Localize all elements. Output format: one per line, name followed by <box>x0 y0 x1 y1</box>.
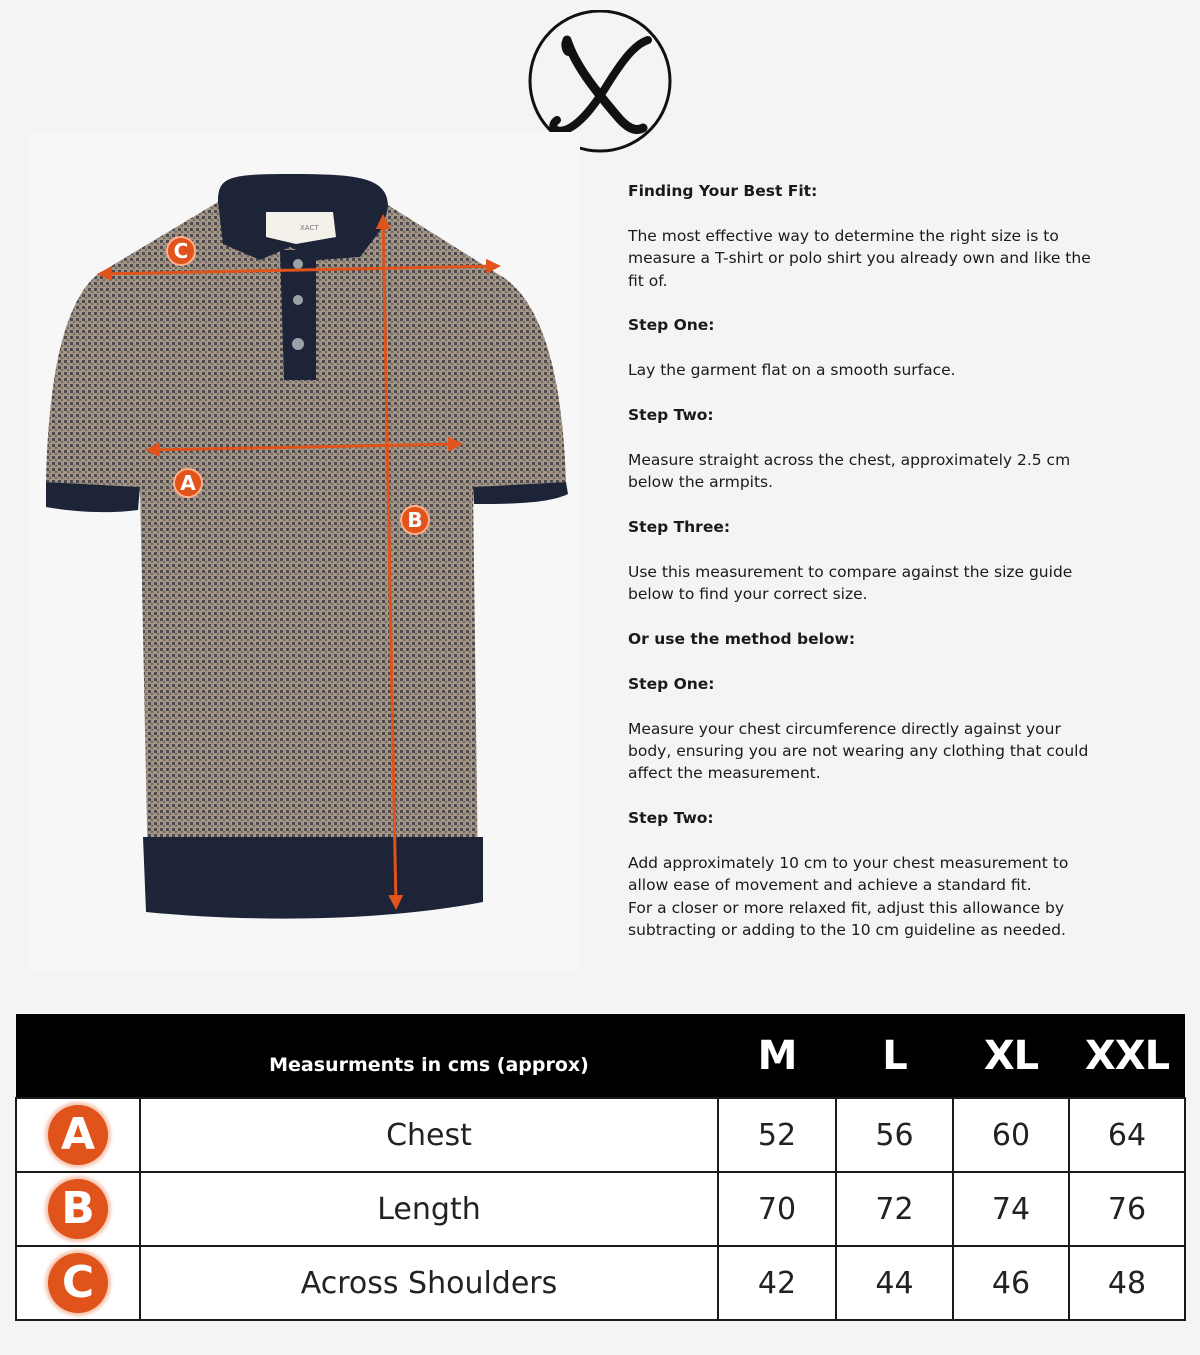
table-cell: 52 <box>718 1098 836 1172</box>
alt-step-one-text: Measure your chest circumference directly against your body, ensuring you are not wearing any clothing that could affect the measurement. <box>628 719 1089 783</box>
marker-badge-b: B <box>48 1179 108 1239</box>
table-header-row <box>16 1014 1185 1098</box>
size-header-m: M <box>718 1014 836 1098</box>
marker-c <box>167 237 195 265</box>
size-chart-table <box>15 1014 1186 1321</box>
alt-step-two-heading: Step Two: <box>628 809 714 828</box>
table-cell: 44 <box>836 1246 953 1320</box>
table-row <box>16 1098 1185 1172</box>
alt-step-two-text: Add approximately 10 cm to your chest measurement to allow ease of movement and achieve a standard fit. For a closer or more relaxed fit, adjust this allowance by subtracting or adding to the 10 cm guideline as needed. <box>628 854 1069 940</box>
step-two-heading: Step Two: <box>628 406 714 424</box>
size-header-l: L <box>836 1014 953 1098</box>
row-label: Length <box>140 1172 718 1246</box>
step-one-text: Lay the garment flat on a smooth surface. <box>628 361 956 380</box>
marker-badge-a: A <box>48 1105 108 1165</box>
shirt-label-tag: XACT <box>300 224 319 232</box>
table-cell: 76 <box>1069 1172 1185 1246</box>
table-cell: 48 <box>1069 1246 1185 1320</box>
step-one-heading: Step One: <box>628 316 715 335</box>
table-row <box>16 1172 1185 1246</box>
marker-badge-c: C <box>48 1253 108 1313</box>
table-row <box>16 1246 1185 1320</box>
polo-shirt-illustration <box>28 132 580 970</box>
table-cell: 72 <box>836 1172 953 1246</box>
row-label: Across Shoulders <box>140 1246 718 1320</box>
marker-b <box>401 506 429 534</box>
size-header-xxl: XXL <box>1069 1014 1185 1098</box>
table-cell: 46 <box>953 1246 1069 1320</box>
table-cell: 56 <box>836 1098 953 1172</box>
alt-step-one-heading: Step One: <box>628 674 715 693</box>
guide-title: Finding Your Best Fit: <box>628 182 818 200</box>
table-cell: 60 <box>953 1098 1069 1172</box>
table-cell: 70 <box>718 1172 836 1246</box>
svg-text:C: C <box>173 239 189 263</box>
marker-a <box>174 469 202 497</box>
step-three-text: Use this measurement to compare against the size guide below to find your correct size. <box>628 562 1073 604</box>
size-header-xl: XL <box>953 1014 1069 1098</box>
row-label: Chest <box>140 1098 718 1172</box>
svg-text:A: A <box>180 471 196 495</box>
svg-text:B: B <box>407 508 423 532</box>
alt-method-heading: Or use the method below: <box>628 630 856 648</box>
table-cell: 42 <box>718 1246 836 1320</box>
step-three-heading: Step Three: <box>628 518 731 536</box>
table-cell: 64 <box>1069 1098 1185 1172</box>
guide-intro: The most effective way to determine the right size is to measure a T-shirt or polo shirt you already own and like the fit of. <box>628 226 1091 290</box>
table-cell: 74 <box>953 1172 1069 1246</box>
shirt-diagram <box>28 132 580 970</box>
table-caption: Measurments in cms (approx) <box>140 1014 718 1098</box>
fit-guide <box>628 180 1173 942</box>
step-two-text: Measure straight across the chest, approximately 2.5 cm below the armpits. <box>628 450 1071 492</box>
